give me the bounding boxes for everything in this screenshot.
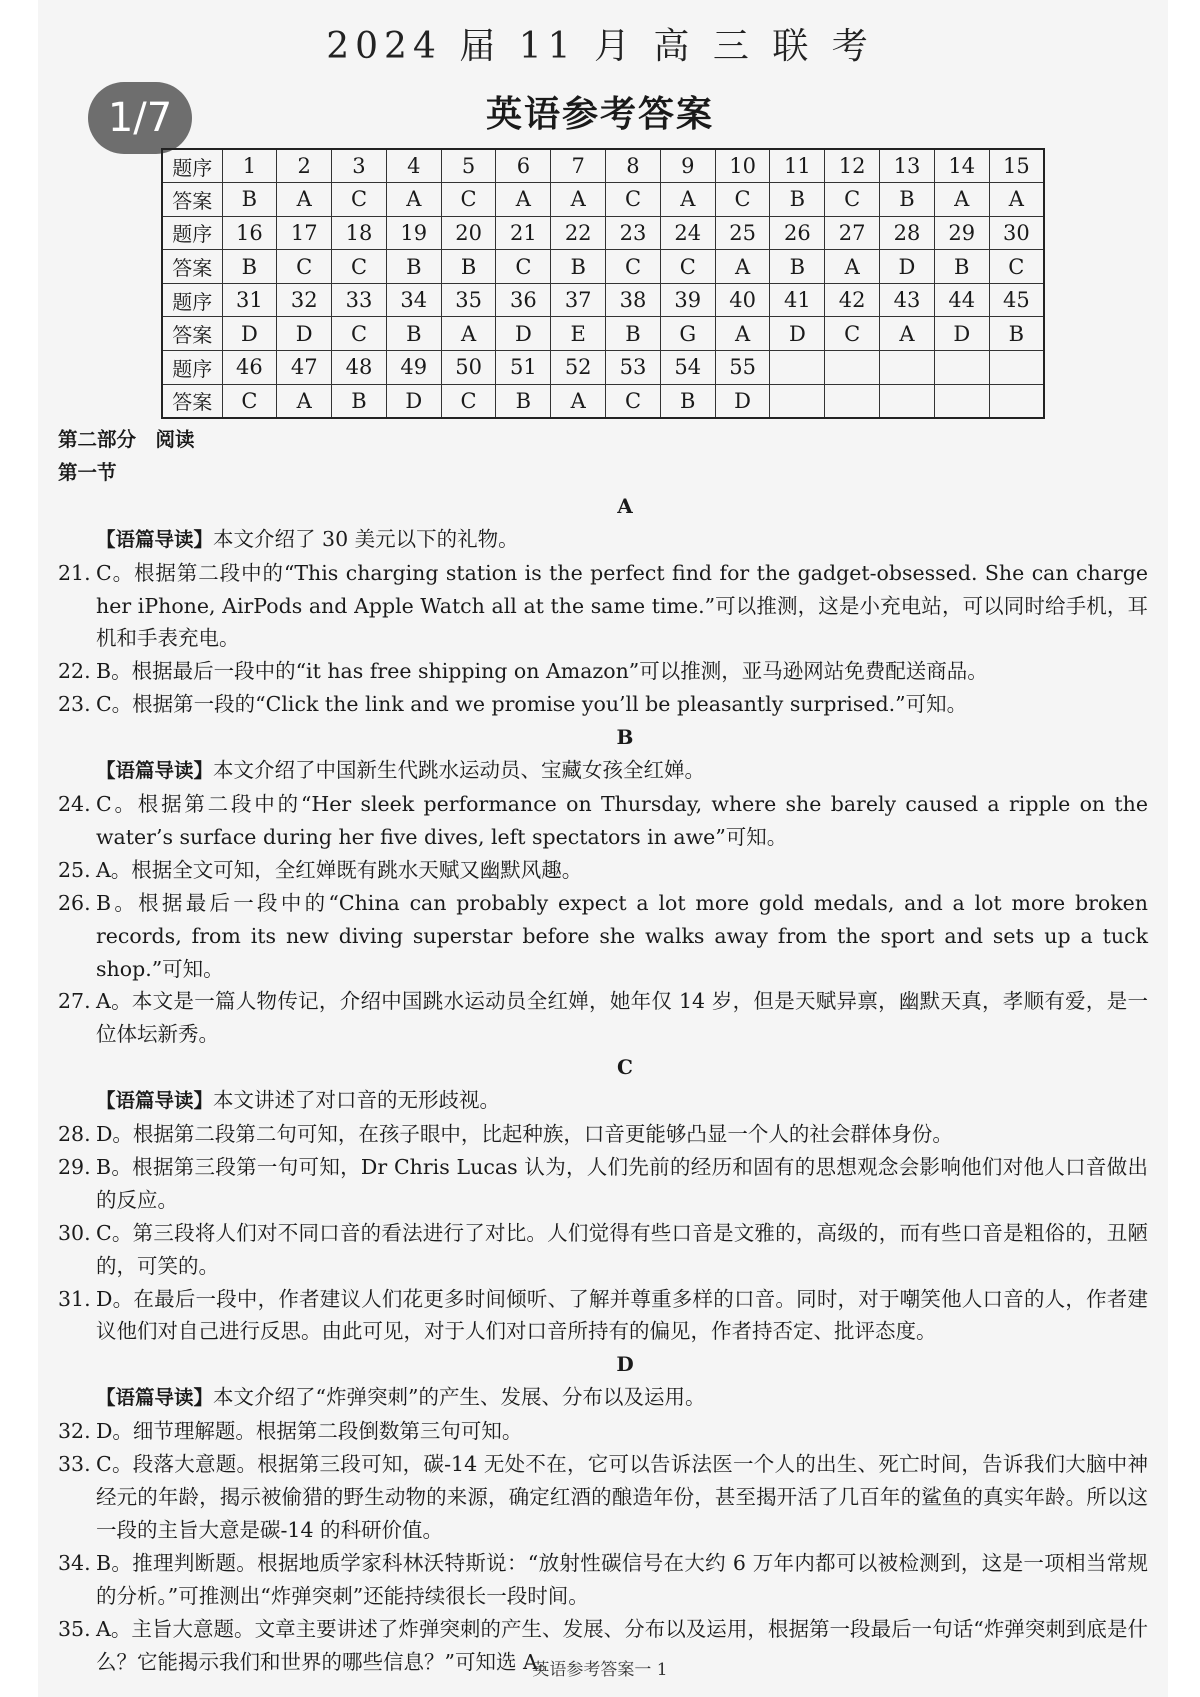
answer-row [162, 384, 1044, 418]
exam-title: 2024 届 11 月 高 三 联 考 [326, 26, 874, 67]
answer-cell: B [989, 317, 1044, 351]
question-number-cell: 29 [934, 216, 989, 250]
answer-cell: B [332, 384, 387, 418]
passage-letter-heading: B [616, 725, 634, 750]
question-number-cell: 32 [277, 283, 332, 317]
answer-cell: A [277, 183, 332, 217]
question-number-row [162, 283, 1044, 317]
question-number: 28. [58, 1122, 91, 1147]
question-number: 21. [58, 560, 91, 585]
question-number-cell: 3 [332, 149, 387, 183]
answer-cell: B [496, 384, 551, 418]
answer-explanation-item [58, 1283, 1148, 1349]
explanation-text: C。第三段将人们对不同口音的看法进行了对比。人们觉得有些口音是文雅的，高级的，而有些口音是粗俗的，丑陋的，可笑的。 [96, 1220, 1148, 1278]
question-number-cell: 15 [989, 149, 1044, 183]
answer-cell: B [770, 250, 825, 284]
answer-cell: A [715, 250, 770, 284]
explanation-text: C。根据第二段中的“This charging station is the perfect find for the gadget-obsessed. She can charge her iPhone, AirPods and Apple Watch all at the same time.”可以推测，这是小充电站，可以同时给手机，耳机和手表充电。 [96, 560, 1148, 651]
passage-section [58, 1348, 1148, 1678]
answer-cell: B [660, 384, 715, 418]
question-number-row [162, 351, 1044, 385]
question-number-cell: 26 [770, 216, 825, 250]
question-number-cell: 2 [277, 149, 332, 183]
answer-cell: A [660, 183, 715, 217]
passage-section [58, 721, 1148, 1051]
answer-cell: B [770, 183, 825, 217]
row-header-label: 题序 [162, 351, 222, 385]
question-number-cell: 22 [551, 216, 606, 250]
answer-cell: A [551, 183, 606, 217]
answer-cell: C [332, 250, 387, 284]
question-number-cell: 51 [496, 351, 551, 385]
answer-cell: C [441, 183, 496, 217]
row-header-label: 答案 [162, 317, 222, 351]
explanation-text: B。根据最后一段中的“it has free shipping on Amazon”可以推测，亚马逊网站免费配送商品。 [96, 659, 988, 684]
answer-explanation-item [58, 557, 1148, 656]
passage-intro-label: 【语篇导读】 [96, 1386, 214, 1410]
question-number-cell: 39 [660, 283, 715, 317]
passage-letter-heading: A [617, 493, 633, 518]
answer-explanation-item [58, 1547, 1148, 1613]
question-number-cell: 24 [660, 216, 715, 250]
question-number-cell: 19 [386, 216, 441, 250]
answer-explanation-item [58, 1415, 1148, 1448]
question-number-cell: 54 [660, 351, 715, 385]
page-footer: 英语参考答案一 1 [532, 1660, 668, 1680]
question-number-cell: 36 [496, 283, 551, 317]
answer-explanation-item [58, 1448, 1148, 1547]
question-number-cell: 45 [989, 283, 1044, 317]
answer-cell [989, 384, 1044, 418]
question-number-cell: 27 [825, 216, 880, 250]
answer-explanation-item [58, 887, 1148, 986]
question-number-cell [880, 351, 935, 385]
explanation-text: B。根据第三段第一句可知，Dr Chris Lucas 认为，人们先前的经历和固有的思想观念会影响他们对他人口音做出的反应。 [96, 1154, 1148, 1212]
question-number: 33. [58, 1452, 91, 1477]
answer-cell: C [715, 183, 770, 217]
answer-cell: A [880, 317, 935, 351]
answer-explanation-item [58, 985, 1148, 1051]
question-number-cell: 48 [332, 351, 387, 385]
question-number-cell: 46 [222, 351, 277, 385]
answer-cell: A [551, 384, 606, 418]
page-indicator-badge: 1/7 [88, 82, 192, 154]
passage-intro-text: 本文讲述了对口音的无形歧视。 [213, 1088, 501, 1113]
answer-cell: C [332, 183, 387, 217]
question-number-cell: 41 [770, 283, 825, 317]
answer-cell: B [222, 250, 277, 284]
question-number-cell: 40 [715, 283, 770, 317]
answer-table [161, 148, 1045, 419]
question-number-cell [989, 351, 1044, 385]
row-header-label: 答案 [162, 250, 222, 284]
answer-cell: E [551, 317, 606, 351]
explanation-text: D。根据第二段第二句可知，在孩子眼中，比起种族，口音更能够凸显一个人的社会群体身份。 [96, 1122, 953, 1147]
passage-intro-label: 【语篇导读】 [96, 1089, 214, 1113]
explanation-text: C。根据第一段的“Click the link and we promise you’ll be pleasantly surprised.”可知。 [96, 692, 968, 717]
answer-row [162, 183, 1044, 217]
answer-cell: A [825, 250, 880, 284]
answer-cell: C [277, 250, 332, 284]
answer-cell: B [880, 183, 935, 217]
passage-intro-text: 本文介绍了 30 美元以下的礼物。 [213, 526, 519, 551]
question-number-cell: 35 [441, 283, 496, 317]
question-number: 27. [58, 989, 91, 1014]
answer-cell: B [606, 317, 661, 351]
passage-intro [58, 754, 1148, 788]
passages-container [58, 490, 1148, 1679]
answer-cell: D [934, 317, 989, 351]
passage-intro [58, 1084, 1148, 1118]
passage-section [58, 1051, 1148, 1348]
answer-cell: C [606, 250, 661, 284]
question-number-cell: 28 [880, 216, 935, 250]
explanation-text: A。根据全文可知，全红婵既有跳水天赋又幽默风趣。 [96, 857, 583, 882]
answer-cell: A [934, 183, 989, 217]
explanation-text: B。推理判断题。根据地质学家科林沃特斯说：“放射性碳信号在大约 6 万年内都可以被检测到，这是一项相当常规的分析。”可推测出“炸弹突刺”还能持续很长一段时间。 [96, 1550, 1148, 1608]
question-number-cell: 18 [332, 216, 387, 250]
question-number-cell: 50 [441, 351, 496, 385]
passage-intro [58, 1381, 1148, 1415]
question-number-cell: 21 [496, 216, 551, 250]
answer-cell: B [222, 183, 277, 217]
question-number: 25. [58, 857, 91, 882]
passage-letter-heading: D [616, 1352, 634, 1377]
question-number-cell: 44 [934, 283, 989, 317]
answer-cell: C [825, 183, 880, 217]
question-number: 23. [58, 692, 91, 717]
answer-cell [770, 384, 825, 418]
question-number-cell: 53 [606, 351, 661, 385]
question-number-cell: 49 [386, 351, 441, 385]
answer-cell: C [825, 317, 880, 351]
answer-cell: B [551, 250, 606, 284]
question-number-cell: 4 [386, 149, 441, 183]
passage-letter-heading: C [617, 1055, 633, 1080]
answer-cell [934, 384, 989, 418]
answer-cell: C [441, 384, 496, 418]
section-part-heading: 第二部分 阅读 [58, 428, 195, 451]
explanation-text: C。根据第二段中的“Her sleek performance on Thursday, where she barely caused a ripple on the water’s surface during her five dives, left spectators in awe”可知。 [96, 791, 1148, 849]
answer-cell: A [715, 317, 770, 351]
question-number-cell: 23 [606, 216, 661, 250]
answer-cell: C [606, 384, 661, 418]
answer-cell: A [277, 384, 332, 418]
answer-explanation-item [58, 788, 1148, 854]
answer-cell: C [222, 384, 277, 418]
question-number-cell: 34 [386, 283, 441, 317]
answer-cell: B [386, 250, 441, 284]
question-number-cell: 30 [989, 216, 1044, 250]
question-number: 31. [58, 1286, 91, 1311]
question-number: 24. [58, 791, 91, 816]
explanation-text: A。本文是一篇人物传记，介绍中国跳水运动员全红婵，她年仅 14 岁，但是天赋异禀，幽默天真，孝顺有爱，是一位体坛新秀。 [96, 989, 1148, 1047]
question-number-cell: 20 [441, 216, 496, 250]
answer-cell: C [332, 317, 387, 351]
question-number-cell: 43 [880, 283, 935, 317]
question-number-cell: 8 [606, 149, 661, 183]
answer-cell: B [441, 250, 496, 284]
question-number-cell: 37 [551, 283, 606, 317]
passage-section [58, 490, 1148, 721]
question-number-cell: 9 [660, 149, 715, 183]
question-number-cell: 52 [551, 351, 606, 385]
answer-cell: C [606, 183, 661, 217]
question-number: 35. [58, 1616, 91, 1641]
answer-explanation-item [58, 655, 1148, 688]
explanation-text: D。细节理解题。根据第二段倒数第三句可知。 [96, 1419, 523, 1444]
answer-cell: D [770, 317, 825, 351]
answer-cell: A [989, 183, 1044, 217]
question-number-cell [825, 351, 880, 385]
answer-cell: D [277, 317, 332, 351]
question-number-cell: 14 [934, 149, 989, 183]
question-number-cell: 42 [825, 283, 880, 317]
passage-intro-label: 【语篇导读】 [96, 759, 214, 783]
question-number: 30. [58, 1220, 91, 1245]
answer-cell: D [880, 250, 935, 284]
row-header-label: 题序 [162, 216, 222, 250]
question-number-cell: 38 [606, 283, 661, 317]
question-number-cell: 13 [880, 149, 935, 183]
question-number: 22. [58, 659, 91, 684]
question-number-cell: 17 [277, 216, 332, 250]
question-number-cell: 47 [277, 351, 332, 385]
question-number-cell [770, 351, 825, 385]
passage-intro-text: 本文介绍了中国新生代跳水运动员、宝藏女孩全红婵。 [213, 758, 706, 783]
answer-cell: C [989, 250, 1044, 284]
answer-cell: B [934, 250, 989, 284]
question-number-cell: 16 [222, 216, 277, 250]
answer-cell: D [715, 384, 770, 418]
answer-cell: A [386, 183, 441, 217]
question-number-cell: 55 [715, 351, 770, 385]
answer-cell: B [386, 317, 441, 351]
answer-row [162, 250, 1044, 284]
answer-cell: C [660, 250, 715, 284]
answer-cell: A [496, 183, 551, 217]
answer-row [162, 317, 1044, 351]
question-number-cell: 12 [825, 149, 880, 183]
question-number-cell: 25 [715, 216, 770, 250]
row-header-label: 答案 [162, 384, 222, 418]
explanation-text: A。主旨大意题。文章主要讲述了炸弹突刺的产生、发展、分布以及运用，根据第一段最后一句话“炸弹突刺到底是什么？它能揭示我们和世界的哪些信息？”可知选 A。 [96, 1616, 1148, 1674]
document-title: 英语参考答案 [485, 94, 714, 135]
question-number-row [162, 216, 1044, 250]
answer-explanation-item [58, 1217, 1148, 1283]
question-number-cell: 1 [222, 149, 277, 183]
question-number-cell: 31 [222, 283, 277, 317]
explanation-text: D。在最后一段中，作者建议人们花更多时间倾听、了解并尊重多样的口音。同时，对于嘲笑他人口音的人，作者建议他们对自己进行反思。由此可见，对于人们对口音所持有的偏见，作者持否定、批评态度。 [96, 1286, 1148, 1344]
question-number-cell: 33 [332, 283, 387, 317]
section-subsection-heading: 第一节 [58, 460, 117, 484]
question-number: 34. [58, 1550, 91, 1575]
row-header-label: 题序 [162, 283, 222, 317]
answer-cell: G [660, 317, 715, 351]
answer-cell: A [441, 317, 496, 351]
row-header-label: 题序 [162, 149, 222, 183]
question-number-cell: 11 [770, 149, 825, 183]
explanation-text: C。段落大意题。根据第三段可知，碳-14 无处不在，它可以告诉法医一个人的出生、死亡时间，告诉我们大脑中神经元的年龄，揭示被偷猎的野生动物的来源，确定红酒的酿造年份，甚至揭开活了几百年的鲨鱼的真实年龄。所以这一段的主旨大意是碳-14 的科研价值。 [96, 1452, 1148, 1542]
question-number: 32. [58, 1419, 91, 1444]
question-number-cell [934, 351, 989, 385]
answer-cell: C [496, 250, 551, 284]
row-header-label: 答案 [162, 183, 222, 217]
answer-cell: D [222, 317, 277, 351]
answer-explanation-item [58, 1151, 1148, 1217]
passage-intro-text: 本文介绍了“炸弹突刺”的产生、发展、分布以及运用。 [213, 1385, 706, 1410]
answer-cell [880, 384, 935, 418]
answer-cell: D [386, 384, 441, 418]
answer-explanation-item [58, 688, 1148, 721]
answer-explanation-item [58, 1118, 1148, 1151]
question-number-cell: 6 [496, 149, 551, 183]
content-area [58, 424, 1148, 1678]
explanation-text: B。根据最后一段中的“China can probably expect a lot more gold medals, and a lot more broken records, from its new diving superstar before she walks away from the sport and sets up a tuck shop.”可知。 [96, 890, 1148, 981]
answer-explanation-item [58, 854, 1148, 887]
question-number: 26. [58, 890, 91, 915]
answer-cell [825, 384, 880, 418]
question-number-row [162, 149, 1044, 183]
question-number-cell: 5 [441, 149, 496, 183]
question-number: 29. [58, 1154, 91, 1179]
passage-intro [58, 523, 1148, 557]
passage-intro-label: 【语篇导读】 [96, 527, 214, 551]
answer-cell: D [496, 317, 551, 351]
question-number-cell: 10 [715, 149, 770, 183]
question-number-cell: 7 [551, 149, 606, 183]
